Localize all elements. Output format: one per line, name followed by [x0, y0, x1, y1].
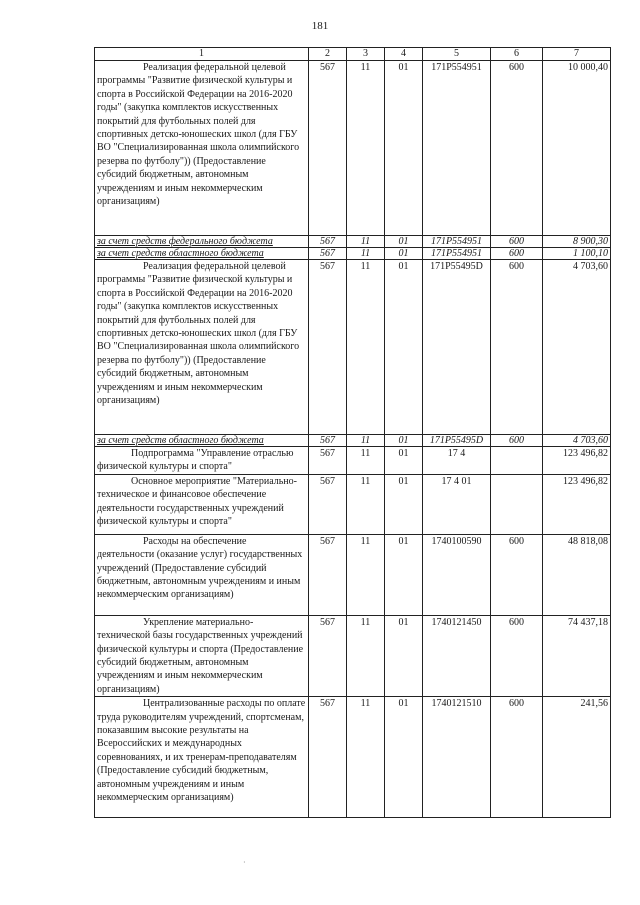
target-article: 1740121510 [423, 697, 491, 818]
subsection-code: 01 [385, 534, 423, 615]
subsection-code: 01 [385, 236, 423, 248]
item-name: Централизованные расходы по оплате труда руководителям учреждений, спортсменам, показавшим высокие результаты на Всероссийских и международных соревнованиях, и их тренерам-преподавателям (Предоставление субсидий бюджетным, автономным учреждениям и иным некоммерческим организациям) [95, 697, 309, 818]
target-article: 1740121450 [423, 615, 491, 696]
ministry-code: 567 [309, 248, 347, 260]
subsection-code: 01 [385, 260, 423, 435]
table-row [95, 236, 611, 248]
expense-type: 600 [491, 236, 543, 248]
table-row [95, 474, 611, 534]
expense-type: 600 [491, 248, 543, 260]
item-name: за счет средств федерального бюджета [95, 236, 309, 248]
expense-type: 600 [491, 615, 543, 696]
subsection-code: 01 [385, 61, 423, 236]
table-row [95, 61, 611, 236]
column-header: 6 [491, 48, 543, 61]
table-row [95, 248, 611, 260]
amount: 10 000,40 [543, 61, 611, 236]
target-article: 171P554951 [423, 236, 491, 248]
amount: 4 703,60 [543, 435, 611, 447]
budget-table [94, 47, 611, 818]
amount: 241,56 [543, 697, 611, 818]
section-code: 11 [347, 260, 385, 435]
section-code: 11 [347, 534, 385, 615]
column-header: 3 [347, 48, 385, 61]
amount: 48 818,08 [543, 534, 611, 615]
expense-type [491, 474, 543, 534]
section-code: 11 [347, 474, 385, 534]
column-header: 7 [543, 48, 611, 61]
expense-type: 600 [491, 435, 543, 447]
subsection-code: 01 [385, 435, 423, 447]
subsection-code: 01 [385, 248, 423, 260]
table-row [95, 435, 611, 447]
amount: 123 496,82 [543, 447, 611, 475]
target-article: 171P554951 [423, 61, 491, 236]
ministry-code: 567 [309, 435, 347, 447]
section-code: 11 [347, 248, 385, 260]
column-header: 5 [423, 48, 491, 61]
target-article: 17 4 [423, 447, 491, 475]
table-row [95, 615, 611, 696]
section-code: 11 [347, 236, 385, 248]
target-article: 171P554951 [423, 248, 491, 260]
ministry-code: 567 [309, 615, 347, 696]
item-name: Расходы на обеспечение деятельности (оказание услуг) государственных учреждений (Предоставление субсидий бюджетным, автономным учреждениям и иным некоммерческим организациям) [95, 534, 309, 615]
section-code: 11 [347, 435, 385, 447]
target-article: 171P55495D [423, 435, 491, 447]
target-article: 171P55495D [423, 260, 491, 435]
subsection-code: 01 [385, 447, 423, 475]
page-number: 181 [311, 20, 329, 32]
amount: 4 703,60 [543, 260, 611, 435]
column-header: 2 [309, 48, 347, 61]
column-header: 4 [385, 48, 423, 61]
item-name: Основное мероприятие "Материально-техническое и финансовое обеспечение деятельности государственных учреждений физической культуры и спорта" [95, 474, 309, 534]
amount: 1 100,10 [543, 248, 611, 260]
ministry-code: 567 [309, 474, 347, 534]
ministry-code: 567 [309, 260, 347, 435]
amount: 123 496,82 [543, 474, 611, 534]
table-row [95, 447, 611, 475]
ministry-code: 567 [309, 447, 347, 475]
subsection-code: 01 [385, 697, 423, 818]
section-code: 11 [347, 61, 385, 236]
section-code: 11 [347, 697, 385, 818]
subsection-code: 01 [385, 615, 423, 696]
target-article: 1740100590 [423, 534, 491, 615]
item-name: за счет средств областного бюджета [95, 248, 309, 260]
table-row [95, 534, 611, 615]
ministry-code: 567 [309, 61, 347, 236]
table-row [95, 697, 611, 818]
section-code: 11 [347, 615, 385, 696]
expense-type: 600 [491, 697, 543, 818]
amount: 74 437,18 [543, 615, 611, 696]
ministry-code: 567 [309, 697, 347, 818]
table-row [95, 260, 611, 435]
section-code: 11 [347, 447, 385, 475]
item-name: Реализация федеральной целевой программы "Развитие физической культуры и спорта в Российской Федерации на 2016-2020 годы" (закупка комплектов искусственных покрытий для футбольных полей для спортивных детско-юношеских школ (для ГБУ ВО "Специализированная школа олимпийского резерва по футболу")) (Предоставление субсидий бюджетным, автономным учреждениям и иным некоммерческим организациям) [95, 260, 309, 435]
target-article: 17 4 01 [423, 474, 491, 534]
amount: 8 900,30 [543, 236, 611, 248]
expense-type [491, 447, 543, 475]
header-row [95, 48, 611, 61]
item-name: Укрепление материально-технической базы государственных учреждений физической культуры и спорта (Предоставление субсидий бюджетным, автономным учреждениям и иным некоммерческим организациям) [95, 615, 309, 696]
column-header: 1 [95, 48, 309, 61]
ministry-code: 567 [309, 236, 347, 248]
expense-type: 600 [491, 61, 543, 236]
expense-type: 600 [491, 534, 543, 615]
subsection-code: 01 [385, 474, 423, 534]
ministry-code: 567 [309, 534, 347, 615]
item-name: за счет средств областного бюджета [95, 435, 309, 447]
scan-mark: · [243, 858, 246, 867]
item-name: Подпрограмма "Управление отраслью физической культуры и спорта" [95, 447, 309, 475]
item-name: Реализация федеральной целевой программы "Развитие физической культуры и спорта в Российской Федерации на 2016-2020 годы" (закупка комплектов искусственных покрытий для футбольных полей для спортивных детско-юношеских школ (для ГБУ ВО "Специализированная школа олимпийского резерва по футболу")) (Предоставление субсидий бюджетным, автономным учреждениям и иным некоммерческим организациям) [95, 61, 309, 236]
expense-type: 600 [491, 260, 543, 435]
